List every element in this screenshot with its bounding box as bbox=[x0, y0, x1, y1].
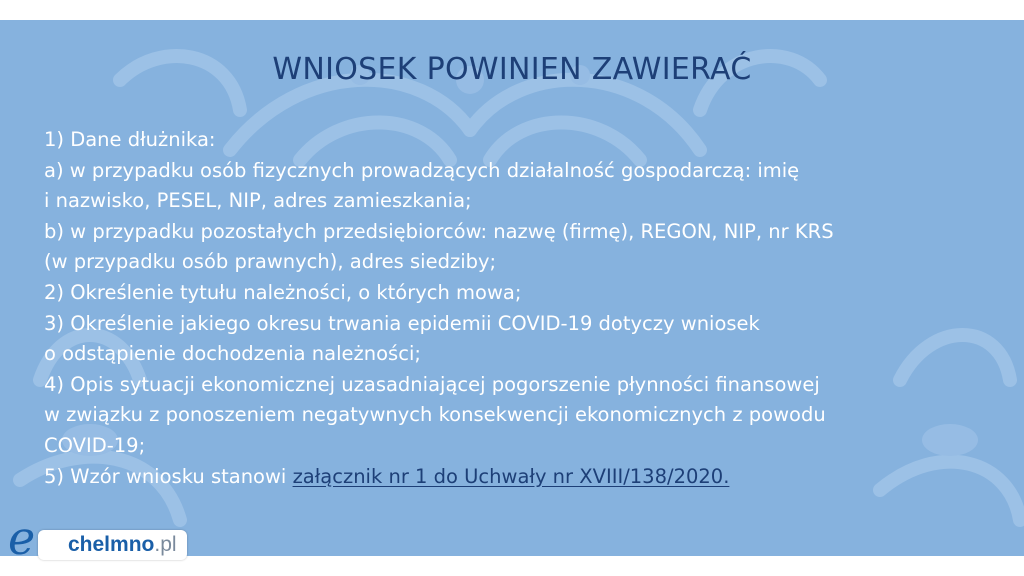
list-line: COVID-19; bbox=[44, 433, 146, 457]
list-line: b) w przypadku pozostałych przedsiębiorców: nazwę (firmę), REGON, NIP, nr KRS bbox=[44, 219, 834, 243]
list-line: (w przypadku osób prawnych), adres siedziby; bbox=[44, 250, 497, 274]
list-line: a) w przypadku osób fizycznych prowadzących działalność gospodarczą: imię bbox=[44, 158, 800, 182]
list-line: 4) Opis sytuacji ekonomicznej uzasadniającej pogorszenie płynności finansowej bbox=[44, 372, 820, 396]
requirements-list bbox=[44, 125, 1004, 492]
list-line: 2) Określenie tytułu należności, o których mowa; bbox=[44, 280, 522, 304]
list-line: 3) Określenie jakiego okresu trwania epidemii COVID-19 dotyczy wniosek bbox=[44, 311, 760, 335]
list-line-attachment bbox=[44, 462, 1004, 493]
list-line: 1) Dane dłużnika: bbox=[44, 128, 216, 151]
logo-name: chelmno bbox=[68, 533, 155, 556]
list-line: w związku z ponoszeniem negatywnych konsekwencji ekonomicznych z powodu bbox=[44, 403, 826, 427]
slide bbox=[0, 20, 1024, 556]
list-line: o odstąpienie dochodzenia należności; bbox=[44, 342, 421, 366]
logo-tld: .pl bbox=[154, 533, 177, 556]
list-line: i nazwisko, PESEL, NIP, adres zamieszkania; bbox=[44, 189, 472, 213]
chelmno-logo bbox=[8, 511, 208, 565]
logo-box bbox=[38, 530, 187, 560]
attachment-link[interactable]: załącznik nr 1 do Uchwały nr XVIII/138/2020. bbox=[292, 464, 730, 488]
slide-title: WNIOSEK POWINIEN ZAWIERAĆ bbox=[272, 52, 752, 87]
attachment-prefix: 5) Wzór wniosku stanowi bbox=[44, 464, 293, 488]
logo-e-letter: e bbox=[8, 511, 36, 565]
